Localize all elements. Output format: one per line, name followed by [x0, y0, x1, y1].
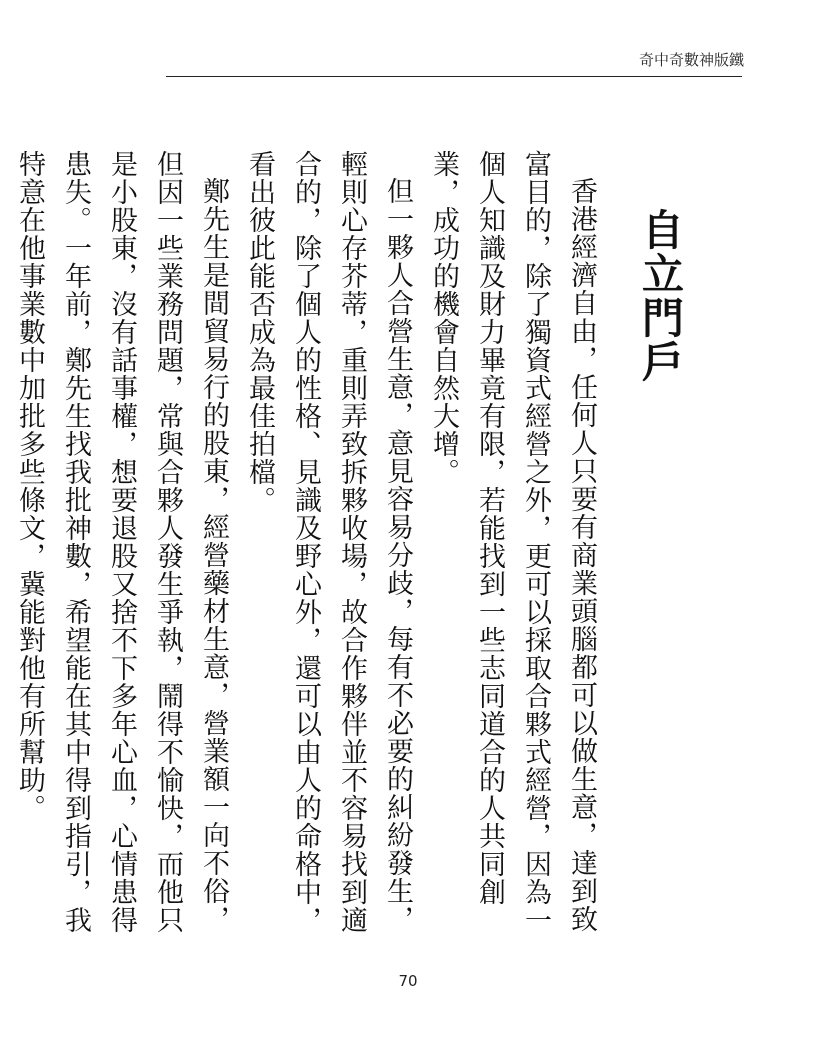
paragraph: 香港經濟自由，任何人只要有商業頭腦都可以做生意，達到致富目的，除了獨資式經營之外，更可以採取合夥式經營，因為一個人知識及財力畢竟有限，若能找到一些志同道合的人共同創業，成功的機會自然大增。	[428, 150, 597, 934]
paragraph: 但一夥人合營生意，意見容易分歧，每有不必要的糾紛發生，輕則心存芥蒂，重則弄致拆夥收場，故合作夥伴並不容易找到適合的，除了個人的性格、見識及野心外，還可以由人的命格中，看出彼此能否成為最佳拍檔。	[244, 150, 413, 934]
body-text	[0, 150, 604, 960]
page-number: 70	[398, 972, 418, 990]
paragraph: 鄭先生是間貿易行的股東，經營藥材生意，營業額一向不俗，但因一些業務問題，常與合夥人發生爭執，鬧得不愉快，而他只是小股東，沒有話事權，想要退股又捨不下多年心血，心情患得患失。一年前，鄭先生找我批神數，希望能在其中得到指引，我特意在他事業數中加批多些條文，冀能對他有所幫助。	[14, 150, 229, 934]
header-rule	[166, 76, 742, 77]
paragraph	[0, 150, 6, 960]
chapter-title: 自立門戶	[636, 208, 685, 384]
running-header: 奇中奇數神版鐵	[638, 51, 744, 69]
